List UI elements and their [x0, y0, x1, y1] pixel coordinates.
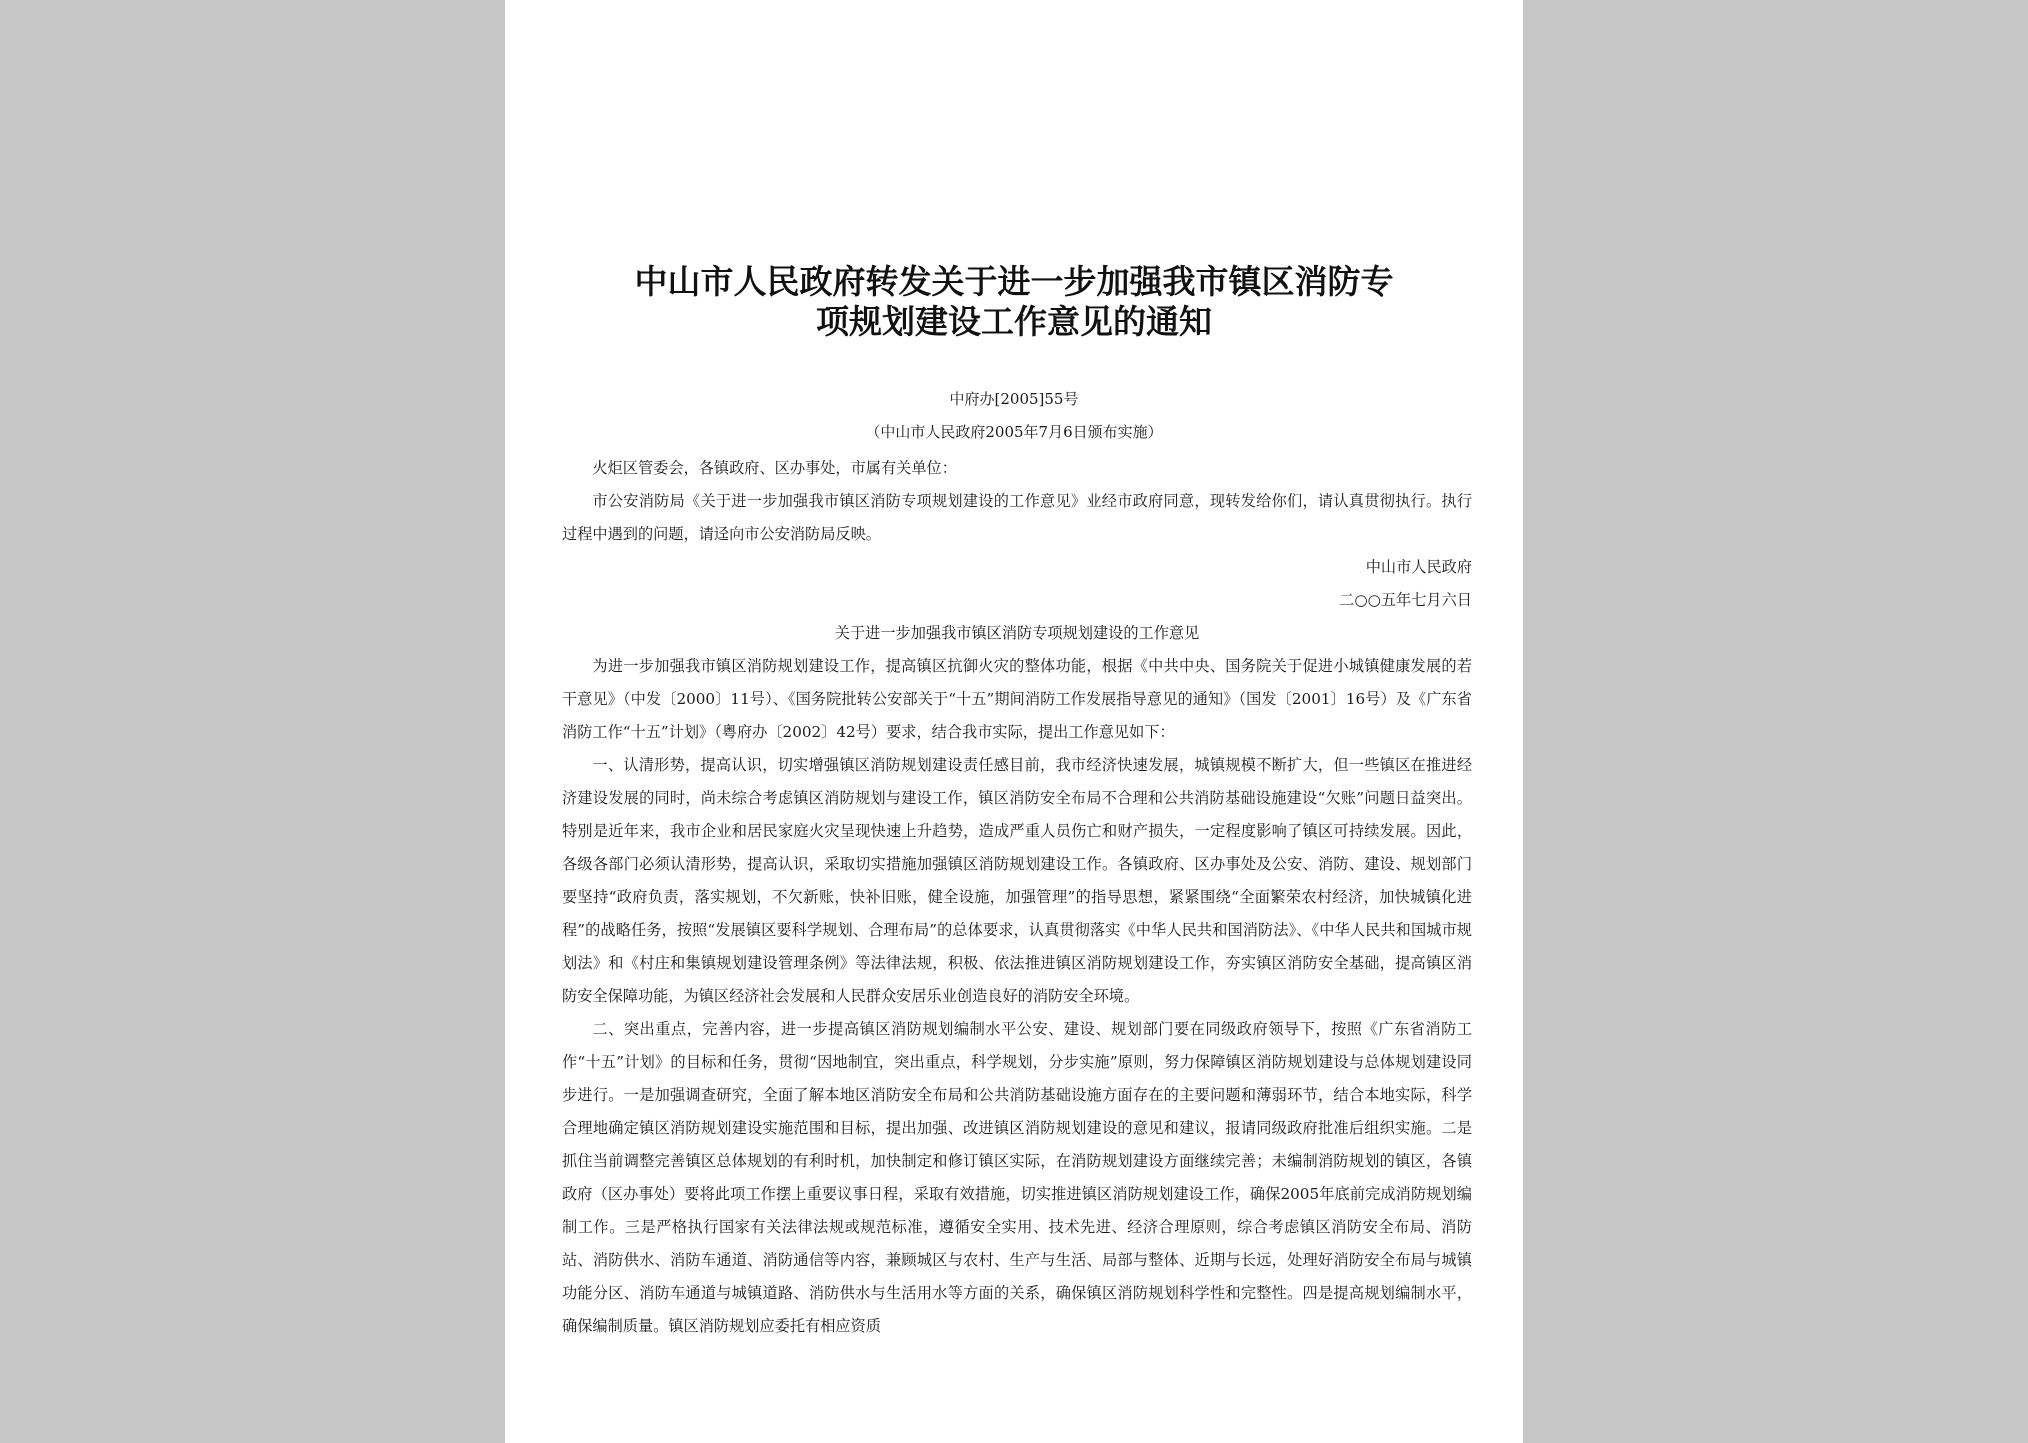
- title-line-2: 项规划建设工作意见的通知: [816, 302, 1212, 341]
- body-paragraph: 为进一步加强我市镇区消防规划建设工作，提高镇区抗御火灾的整体功能，根据《中共中央、国务院关于促进小城镇健康发展的若干意见》（中发〔2000〕11号）、《国务院批转公安部关于“十五”期间消防工作发展指导意见的通知》（国发〔2001〕16号）及《广东省消防工作“十五”计划》（粤府办〔2002〕42号）要求，结合我市实际，提出工作意见如下：: [562, 657, 1472, 741]
- signature-date: 二○○五年七月六日: [1339, 591, 1472, 609]
- salutation: 火炬区管委会，各镇政府、区办事处，市属有关单位：: [592, 459, 957, 477]
- document-title: [505, 262, 1523, 342]
- intro-paragraph: 市公安消防局《关于进一步加强我市镇区消防专项规划建设的工作意见》业经市政府同意，现转发给你们，请认真贯彻执行。执行过程中遇到的问题，请迳向市公安消防局反映。: [562, 492, 1472, 543]
- document-number: 中府办[2005]55号: [949, 390, 1079, 408]
- attachment-title: 关于进一步加强我市镇区消防专项规划建设的工作意见: [834, 624, 1200, 642]
- signature-org: 中山市人民政府: [1365, 558, 1472, 576]
- issued-note: （中山市人民政府2005年7月6日颁布实施）: [865, 423, 1163, 441]
- body-paragraph: 一、认清形势，提高认识，切实增强镇区消防规划建设责任感目前，我市经济快速发展，城镇规模不断扩大，但一些镇区在推进经济建设发展的同时，尚未综合考虑镇区消防规划与建设工作，镇区消防安全布局不合理和公共消防基础设施建设“欠账”问题日益突出。特别是近年来，我市企业和居民家庭火灾呈现快速上升趋势，造成严重人员伤亡和财产损失，一定程度影响了镇区可持续发展。因此，各级各部门必须认清形势，提高认识，采取切实措施加强镇区消防规划建设工作。各镇政府、区办事处及公安、消防、建设、规划部门要坚持“政府负责，落实规划，不欠新账，快补旧账，健全设施，加强管理”的指导思想，紧紧围绕“全面繁荣农村经济，加快城镇化进程”的战略任务，按照“发展镇区要科学规划、合理布局”的总体要求，认真贯彻落实《中华人民共和国消防法》、《中华人民共和国城市规划法》和《村庄和集镇规划建设管理条例》等法律法规，积极、依法推进镇区消防规划建设工作，夯实镇区消防安全基础，提高镇区消防安全保障功能，为镇区经济社会发展和人民群众安居乐业创造良好的消防安全环境。: [562, 756, 1472, 1005]
- document-page: [505, 0, 1523, 1443]
- body-paragraph: 二、突出重点，完善内容，进一步提高镇区消防规划编制水平公安、建设、规划部门要在同级政府领导下，按照《广东省消防工作“十五”计划》的目标和任务，贯彻“因地制宜，突出重点，科学规划，分步实施”原则，努力保障镇区消防规划建设与总体规划建设同步进行。一是加强调查研究，全面了解本地区消防安全布局和公共消防基础设施方面存在的主要问题和薄弱环节，结合本地实际，科学合理地确定镇区消防规划建设实施范围和目标，提出加强、改进镇区消防规划建设的意见和建议，报请同级政府批准后组织实施。二是抓住当前调整完善镇区总体规划的有利时机，加快制定和修订镇区实际，在消防规划建设方面继续完善；未编制消防规划的镇区，各镇政府（区办事处）要将此项工作摆上重要议事日程，采取有效措施，切实推进镇区消防规划建设工作，确保2005年底前完成消防规划编制工作。三是严格执行国家有关法律法规或规范标准，遵循安全实用、技术先进、经济合理原则，综合考虑镇区消防安全布局、消防站、消防供水、消防车通道、消防通信等内容，兼顾城区与农村、生产与生活、局部与整体、近期与长远，处理好消防安全布局与城镇功能分区、消防车通道与城镇道路、消防供水与生活用水等方面的关系，确保镇区消防规划科学性和完整性。四是提高规划编制水平，确保编制质量。镇区消防规划应委托有相应资质: [562, 1020, 1472, 1335]
- document-body: [562, 452, 1472, 1343]
- title-line-1: 中山市人民政府转发关于进一步加强我市镇区消防专: [634, 262, 1394, 301]
